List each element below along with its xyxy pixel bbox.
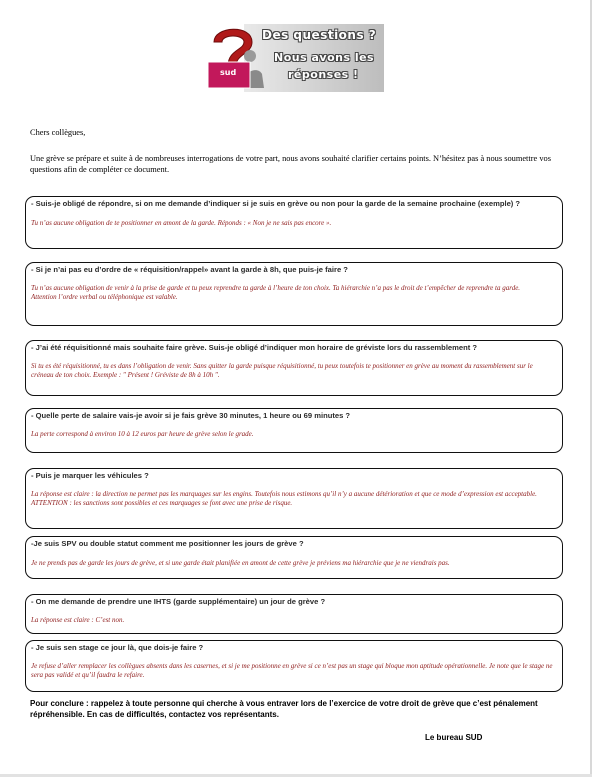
answer-8-line-1: Je refuse d’aller remplacer les collègues absents dans les casernes, et si je me positionne en grève si ce n’est pas un stage qui bloque mon aptitude opérationnelle. Je note que le stage ne sera pas validé et qu’il faudra le refaire. <box>31 661 553 680</box>
logo-line-1: Des questions ? <box>262 28 377 42</box>
question-8: - Je suis sen stage ce jour là, que dois-je faire ? <box>31 643 204 652</box>
signature: Le bureau SUD <box>425 733 483 742</box>
answer-1-line-1: Tu n’as aucune obligation de te positionner en amont de la garde. Réponds : « Non je ne sais pas encore ». <box>31 218 332 227</box>
figure-head-icon <box>244 50 256 62</box>
question-3: - J’ai été réquisitionné mais souhaite faire grève. Suis-je obligé d’indiquer mon horaire de gréviste lors du rassemblement ? <box>31 343 478 352</box>
qa-box-8 <box>25 640 563 692</box>
answer-5-line-2: ATTENTION : les sanctions sont possibles et ces marquages se font avec une prise de risque. <box>31 499 293 508</box>
question-4: - Quelle perte de salaire vais-je avoir si je fais grève 30 minutes, 1 heure ou 69 minutes ? <box>31 411 351 420</box>
question-6: -Je suis SPV ou double statut comment me positionner les jours de grève ? <box>31 539 304 548</box>
header-logo <box>204 22 384 94</box>
answer-3-line-1: Si tu es été réquisitionné, tu es dans l’obligation de venir. Sans quitter la garde puisque réquisitionné, tu peux toutefois te positionner en grève au moment du rassemblement sur le créneau de ton choix. Exemple : " Présent ! Gréviste de 8h à 10h ". <box>31 361 533 380</box>
answer-7-line-1: La réponse est claire : C’est non. <box>31 615 125 624</box>
logo-line-3: réponses ! <box>288 68 359 81</box>
question-5: - Puis je marquer les véhicules ? <box>31 471 149 480</box>
qa-box-2 <box>25 262 563 326</box>
greeting: Chers collègues, <box>30 128 86 137</box>
answer-2-line-1: Tu n’as aucune obligation de venir à la prise de garde et tu peux reprendre ta garde à l’heure de ton choix. Ta hiérarchie n’a pas le droit de t’empêcher de reprendre ta garde. <box>31 283 521 292</box>
logo-line-2: Nous avons les <box>274 51 375 64</box>
conclusion: Pour conclure : rappelez à toute personne qui cherche à vous entraver lors de l’exercice de votre droit de grève que c’est pénalement répréhensible. En cas de difficultés, contactez vos représentants. <box>30 699 538 719</box>
intro-paragraph: Une grève se prépare et suite à de nombreuses interrogations de votre part, nous avons souhaité clarifier certains points. N’hésitez pas à nous soumettre vos questions afin de compléter ce document. <box>30 154 551 174</box>
answer-2-line-2: Attention l’ordre verbal ou téléphonique est valable. <box>31 293 178 302</box>
question-2: - Si je n’ai pas eu d’ordre de « réquisition/rappel» avant la garde à 8h, que puis-je faire ? <box>31 265 348 274</box>
logo-badge: sud <box>220 68 237 77</box>
qa-box-6 <box>25 536 563 579</box>
question-7: - On me demande de prendre une IHTS (garde supplémentaire) un jour de grève ? <box>31 597 326 606</box>
qa-box-7 <box>25 594 563 634</box>
question-1: - Suis-je obligé de répondre, si on me demande d’indiquer si je suis en grève ou non pour la garde de la semaine prochaine (exemple) ? <box>31 199 521 208</box>
qa-box-5 <box>25 468 563 529</box>
qa-box-1 <box>25 196 563 249</box>
qa-box-3 <box>25 340 563 396</box>
answer-5-line-1: La réponse est claire : la direction ne permet pas les marquages sur les engins. Toutefois nous estimons qu’il n’y a aucune détérioration et que ce mode d’expression est acceptable. <box>31 489 537 498</box>
qa-box-4 <box>25 408 563 453</box>
answer-4-line-1: La perte correspond à environ 10 à 12 euros par heure de grève selon le grade. <box>31 429 254 438</box>
answer-6-line-1: Je ne prends pas de garde les jours de grève, et si une garde était planifiée en amont de cette grève je préviens ma hiérarchie que je ne viendrais pas. <box>31 558 450 567</box>
